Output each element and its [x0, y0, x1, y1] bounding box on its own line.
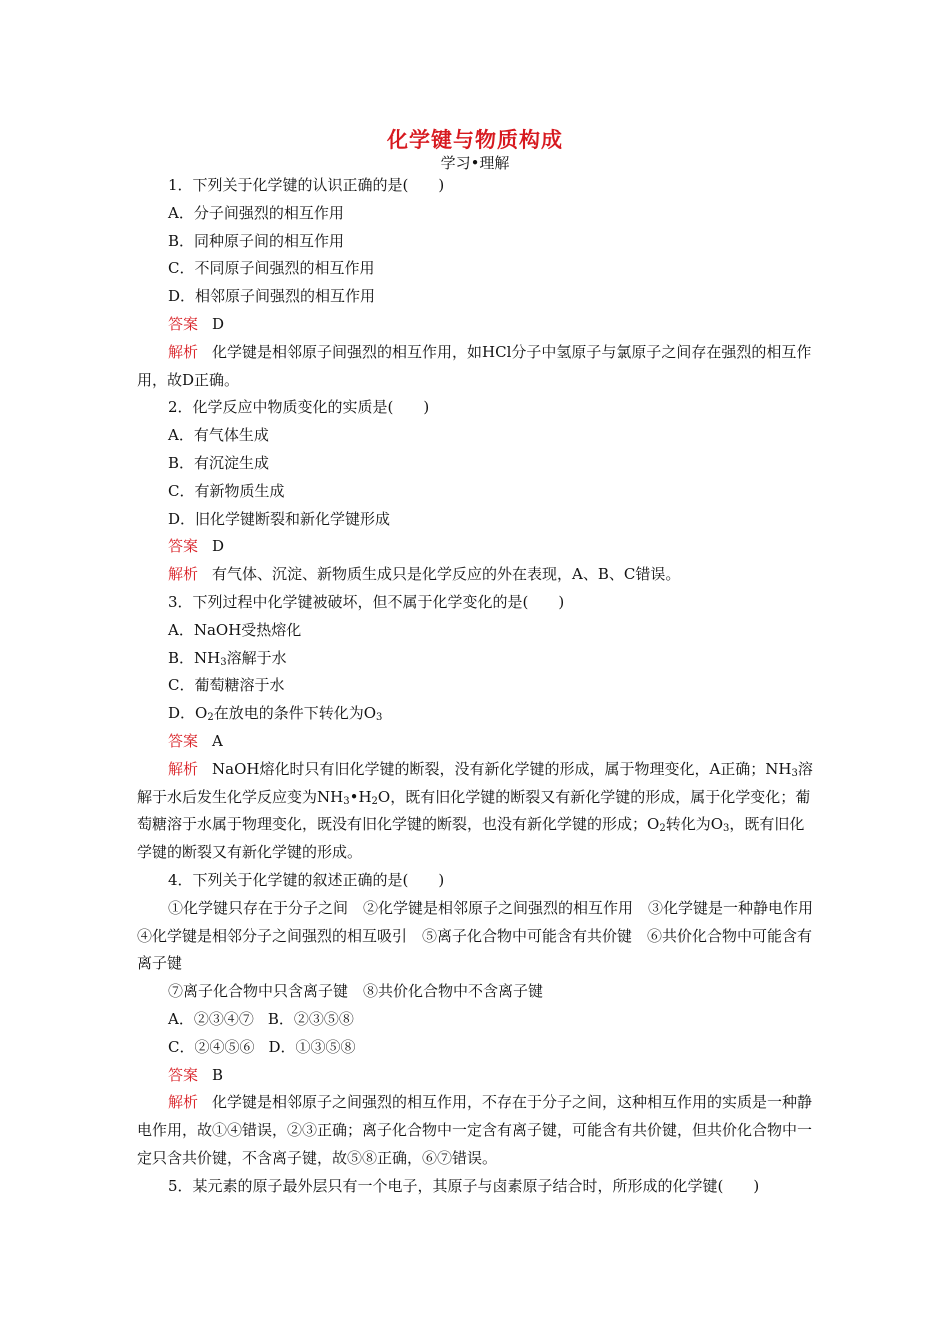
q3-analysis-text: ，既有旧化学键的断裂又有新化学键的形成。	[137, 815, 805, 862]
subscript: 3	[343, 795, 350, 807]
subscript: 3	[376, 712, 383, 724]
q3-answer	[137, 728, 813, 756]
analysis-label: 解析	[168, 342, 199, 361]
q4-answer-value: B	[212, 1065, 224, 1084]
q4-options-row-2	[137, 1034, 813, 1062]
q2-option-b: B．有沉淀生成	[168, 453, 270, 472]
q3-analysis-text: 溶解于水后发生化学反应变为NH	[137, 759, 813, 806]
answer-label: 答案	[168, 1065, 199, 1084]
q2-stem: 2．化学反应中物质变化的实质是( )	[168, 398, 430, 417]
q3-analysis	[137, 756, 813, 867]
q4-analysis-text: 化学键是相邻原子之间强烈的相互作用，不存在于分子之间，这种相互作用的实质是一种静电作用，故①④错误，②③正确；离子化合物中一定含有离子键，可能含有共价键，但共价化合物中一定只含共价键，不含离子键，故⑤⑧正确，⑥⑦错误。	[137, 1093, 813, 1167]
q1-stem: 1．下列关于化学键的认识正确的是( )	[168, 176, 445, 194]
q3-analysis-text: NaOH熔化时只有旧化学键的断裂，没有新化学键的形成，属于物理变化，A正确；NH	[212, 759, 792, 778]
answer-label: 答案	[168, 731, 199, 750]
q2-analysis	[137, 561, 813, 589]
subscript: 2	[207, 712, 214, 724]
q3-option-d-text: D．O	[168, 704, 208, 723]
q3-option-a: A．NaOH受热熔化	[168, 620, 302, 639]
q3-option-b-text: B．NH	[168, 648, 221, 667]
answer-label: 答案	[168, 314, 199, 333]
q3-analysis-text: 转化为O	[665, 815, 723, 834]
q3-option-c: C．葡萄糖溶于水	[168, 676, 285, 695]
q4-stem: 4．下列关于化学键的叙述正确的是( )	[168, 870, 445, 889]
q1-answer-value: D	[212, 314, 225, 333]
analysis-label: 解析	[168, 1093, 199, 1112]
q3-analysis-text: O，既有旧化学键的断裂又有新化学键的形成，属于化学变化；葡萄糖溶于水属于物理变化，既没有旧化学键的断裂，也没有新化学键的形成；O	[137, 787, 811, 834]
q1-option-a: A．分子间强烈的相互作用	[168, 203, 344, 222]
q4-analysis	[137, 1089, 813, 1172]
q4-option-d: D．①③⑤⑧	[268, 1037, 356, 1056]
q1-option-b: B．同种原子间的相互作用	[168, 231, 345, 250]
answer-label: 答案	[168, 537, 199, 556]
q2-option-a: A．有气体生成	[168, 426, 269, 445]
q3-analysis-text: •H	[349, 787, 372, 806]
q3-option-b-text: 溶解于水	[226, 648, 287, 667]
page-title: 化学键与物质构成	[387, 127, 563, 152]
q4-option-a: A．②③④⑦	[168, 1009, 254, 1028]
question-list	[137, 172, 829, 1200]
q2-option-c: C．有新物质生成	[168, 481, 285, 500]
q1-option-d: D．相邻原子间强烈的相互作用	[168, 287, 376, 306]
q2-analysis-text: 有气体、沉淀、新物质生成只是化学反应的外在表现，A、B、C错误。	[212, 565, 681, 584]
q4-options-row-1	[137, 1006, 813, 1034]
q1-option-c: C．不同原子间强烈的相互作用	[168, 259, 375, 278]
q3-option-d	[137, 700, 813, 728]
q3-answer-value: A	[212, 731, 223, 750]
page-subtitle: 学习•理解	[440, 154, 510, 172]
subscript: 3	[723, 823, 730, 835]
q4-statements-cont: ⑦离子化合物中只含离子键 ⑧共价化合物中不含离子键	[168, 982, 544, 1001]
q2-option-d: D．旧化学键断裂和新化学键形成	[168, 509, 391, 528]
analysis-label: 解析	[168, 759, 199, 778]
q2-answer-value: D	[212, 537, 225, 556]
q5-stem: 5．某元素的原子最外层只有一个电子，其原子与卤素原子结合时，所形成的化学键( )	[168, 1176, 760, 1195]
q4-statements: ①化学键只存在于分子之间 ②化学键是相邻原子之间强烈的相互作用 ③化学键是一种静电作用 ④化学键是相邻分子之间强烈的相互吸引 ⑤离子化合物中可能含有共价键 ⑥共价化合物中可能含有离子键	[137, 898, 829, 973]
q1-analysis-text: 化学键是相邻原子间强烈的相互作用，如HCl分子中氢原子与氯原子之间存在强烈的相互作用，故D正确。	[137, 342, 812, 389]
subscript: 2	[659, 823, 666, 835]
subscript: 3	[220, 656, 227, 668]
q4-option-c: C．②④⑤⑥	[168, 1037, 255, 1056]
q4-answer	[137, 1062, 813, 1090]
q3-stem: 3．下列过程中化学键被破坏，但不属于化学变化的是( )	[168, 592, 565, 611]
analysis-label: 解析	[168, 565, 199, 584]
q2-answer	[137, 533, 813, 561]
subscript: 3	[791, 767, 798, 779]
q1-analysis	[137, 339, 813, 395]
subscript: 2	[371, 795, 378, 807]
q3-option-d-text: 在放电的条件下转化为O	[213, 704, 377, 723]
q4-option-b: B．②③⑤⑧	[267, 1009, 354, 1028]
q3-option-b	[137, 645, 813, 673]
q1-answer	[137, 311, 813, 339]
